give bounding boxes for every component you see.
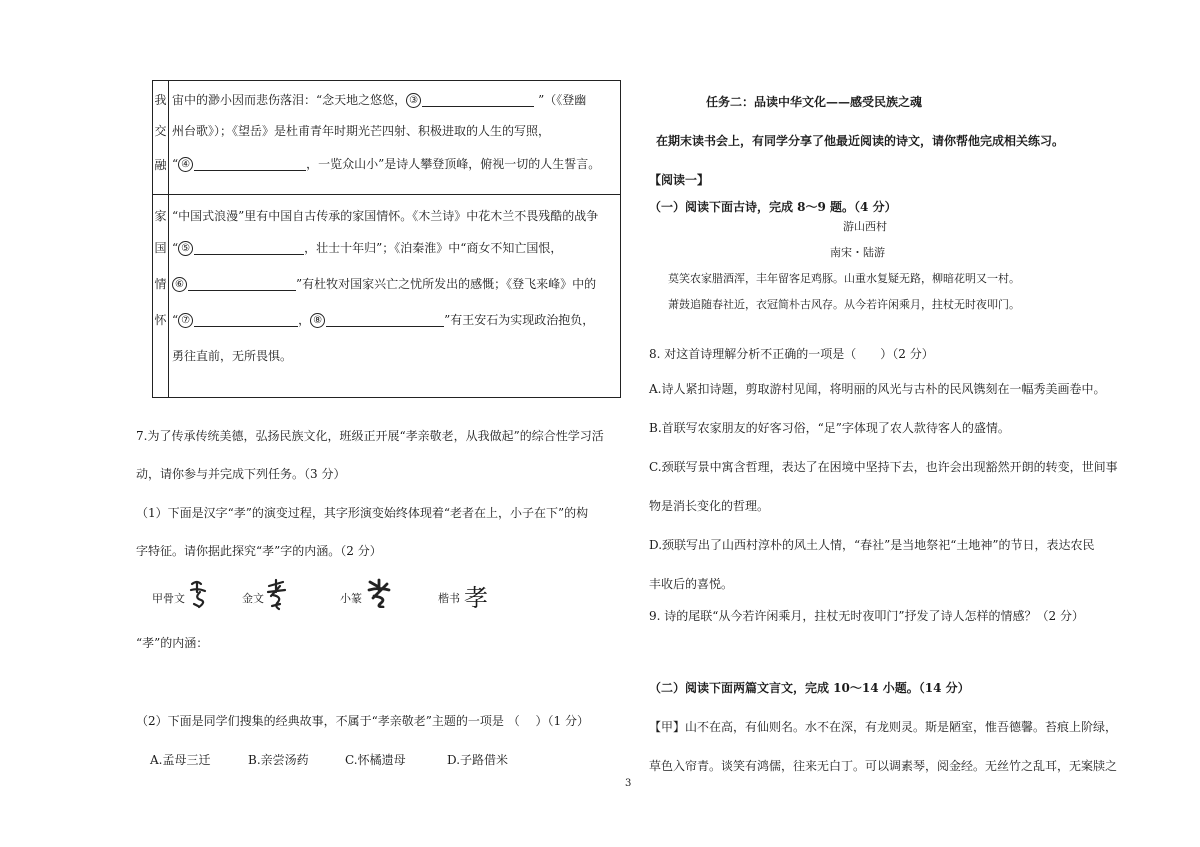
table-line: “中国式浪漫”里有中国自古传承的家国情怀。《木兰诗》中花木兰不畏残酷的战争: [172, 209, 599, 223]
table-line: 宙中的渺小因而悲伤落泪：“念天地之悠悠， ③ ”（《登幽: [172, 93, 587, 107]
option-b[interactable]: B.亲尝汤药: [248, 753, 309, 767]
q7-line1: 7.为了传承传统美德，弘扬民族文化，班级正开展“孝亲敬老，从我做起”的综合性学习活: [136, 429, 604, 443]
q7-sub1-line1: （1）下面是汉字“孝”的演变过程，其字形演变始终体现着“老者在上，小子在下”的构: [136, 506, 589, 520]
poem-author: 南宋・陆游: [830, 246, 885, 259]
row-content-1: [169, 81, 621, 195]
seal-xiao-icon: [365, 578, 393, 608]
section-one-heading: （一）阅读下面古诗，完成 8～9 题。（4 分）: [649, 200, 897, 214]
xiao-evolution-figure: [152, 578, 552, 618]
option-d[interactable]: D.子路借米: [447, 753, 509, 767]
option-a[interactable]: A.孟母三迁: [150, 753, 211, 767]
q8-option-b[interactable]: B.首联写农家朋友的好客习俗，“足”字体现了农人款待客人的盛情。: [649, 421, 1010, 435]
row-label-jia-guo-qing-huai: 家 国 情 怀: [153, 195, 169, 398]
jia-text-line-2: 草色入帘青。谈笑有鸿儒，往来无白丁。可以调素琴，阅金经。无丝竹之乱耳，无案牍之: [649, 759, 1118, 773]
table-line: 州台歌》）；《望岳》是杜甫青年时期光芒四射、积极进取的人生的写照，: [172, 124, 551, 138]
q8-option-d[interactable]: D.颈联写出了山西村淳朴的风土人情，“春社”是当地祭祀“土地神”的节日，表达农民: [649, 538, 1095, 552]
task-intro: 在期末读书会上，有同学分享了他最近阅读的诗文，请你帮他完成相关练习。: [656, 134, 1065, 148]
bronze-xiao-icon: [266, 578, 288, 612]
poem-line-1: 莫笑农家腊酒浑，丰年留客足鸡豚。山重水复疑无路，柳暗花明又一村。: [668, 272, 1020, 285]
q8-option-a[interactable]: A.诗人紧扣诗题，剪取游村见闻，将明丽的风光与古朴的民风镌刻在一幅秀美画卷中。: [649, 382, 1106, 396]
answer-blank-4[interactable]: [194, 158, 306, 171]
script-label-oracle: 甲骨文: [152, 592, 185, 605]
poem-title: 游山西村: [843, 220, 887, 233]
answer-blank-3[interactable]: [422, 94, 534, 107]
poem-line-2: 萧鼓追随春社近，衣冠简朴古风存。从今若许闲乘月，拄杖无时夜叩门。: [668, 298, 1020, 311]
script-label-bronze: 金文: [242, 592, 264, 605]
jia-text-line-1: 【甲】山不在高，有仙则名。水不在深，有龙则灵。斯是陋室，惟吾德馨。苔痕上阶绿，: [649, 720, 1118, 734]
oracle-bone-xiao-icon: [188, 578, 210, 610]
q8-stem: 8. 对这首诗理解分析不正确的一项是（ ）（2 分）: [649, 347, 934, 361]
kaishu-xiao-glyph: 孝: [464, 584, 488, 612]
poetry-fill-table: [152, 80, 621, 398]
q9-stem: 9. 诗的尾联“从今若许闲乘月，拄杖无时夜叩门”抒发了诗人怎样的情感？（2 分）: [649, 609, 1084, 623]
xiao-meaning-prompt: “孝”的内涵：: [136, 636, 209, 650]
answer-blank-6[interactable]: [188, 278, 296, 291]
table-line: 勇往直前，无所畏惧。: [172, 349, 293, 363]
task-title: 任务二：品读中华文化——感受民族之魂: [706, 95, 923, 109]
q8-option-d-cont: 丰收后的喜悦。: [649, 577, 734, 591]
row-content-2: [169, 195, 621, 398]
row-label-wo-jiao-rong: 我 交 融: [153, 81, 169, 195]
q7-line2: 动，请你参与并完成下列任务。（3 分）: [136, 467, 346, 481]
page-number: 3: [625, 778, 632, 789]
q7-sub2: （2）下面是同学们搜集的经典故事，不属于“孝亲敬老”主题的一项是 （ ）（1 分）: [136, 714, 589, 728]
table-line: ⑥ ”有杜牧对国家兴亡之忧所发出的感慨；《登飞来峰》中的: [169, 266, 620, 302]
table-line: “ ⑦ ， ⑧ ”有王安石为实现政治抱负，: [172, 313, 595, 327]
table-line: “ ⑤ ，壮士十年归”；《泊秦淮》中“商女不知亡国恨，: [172, 241, 563, 255]
q8-option-c[interactable]: C.颈联写景中寓含哲理，表达了在困境中坚持下去，也许会出现豁然开朗的转变，世间事: [649, 460, 1118, 474]
answer-blank-8[interactable]: [326, 314, 444, 327]
answer-blank-5[interactable]: [194, 242, 304, 255]
table-line: “ ④ ，一览众山小”是诗人攀登顶峰，俯视一切的人生誓言。: [172, 157, 601, 171]
q7-sub1-line2: 字特征。请你据此探究“孝”字的内涵。（2 分）: [136, 544, 382, 558]
section-two-heading: （二）阅读下面两篇文言文，完成 10～14 小题。（14 分）: [649, 681, 970, 695]
reading-one-heading: 【阅读一】: [649, 173, 710, 187]
script-label-kaishu: 楷书: [438, 592, 460, 605]
option-c[interactable]: C.怀橘遗母: [345, 753, 406, 767]
script-label-seal: 小篆: [340, 592, 362, 605]
answer-blank-7[interactable]: [194, 314, 298, 327]
q8-option-c-cont: 物是消长变化的哲理。: [649, 499, 770, 513]
